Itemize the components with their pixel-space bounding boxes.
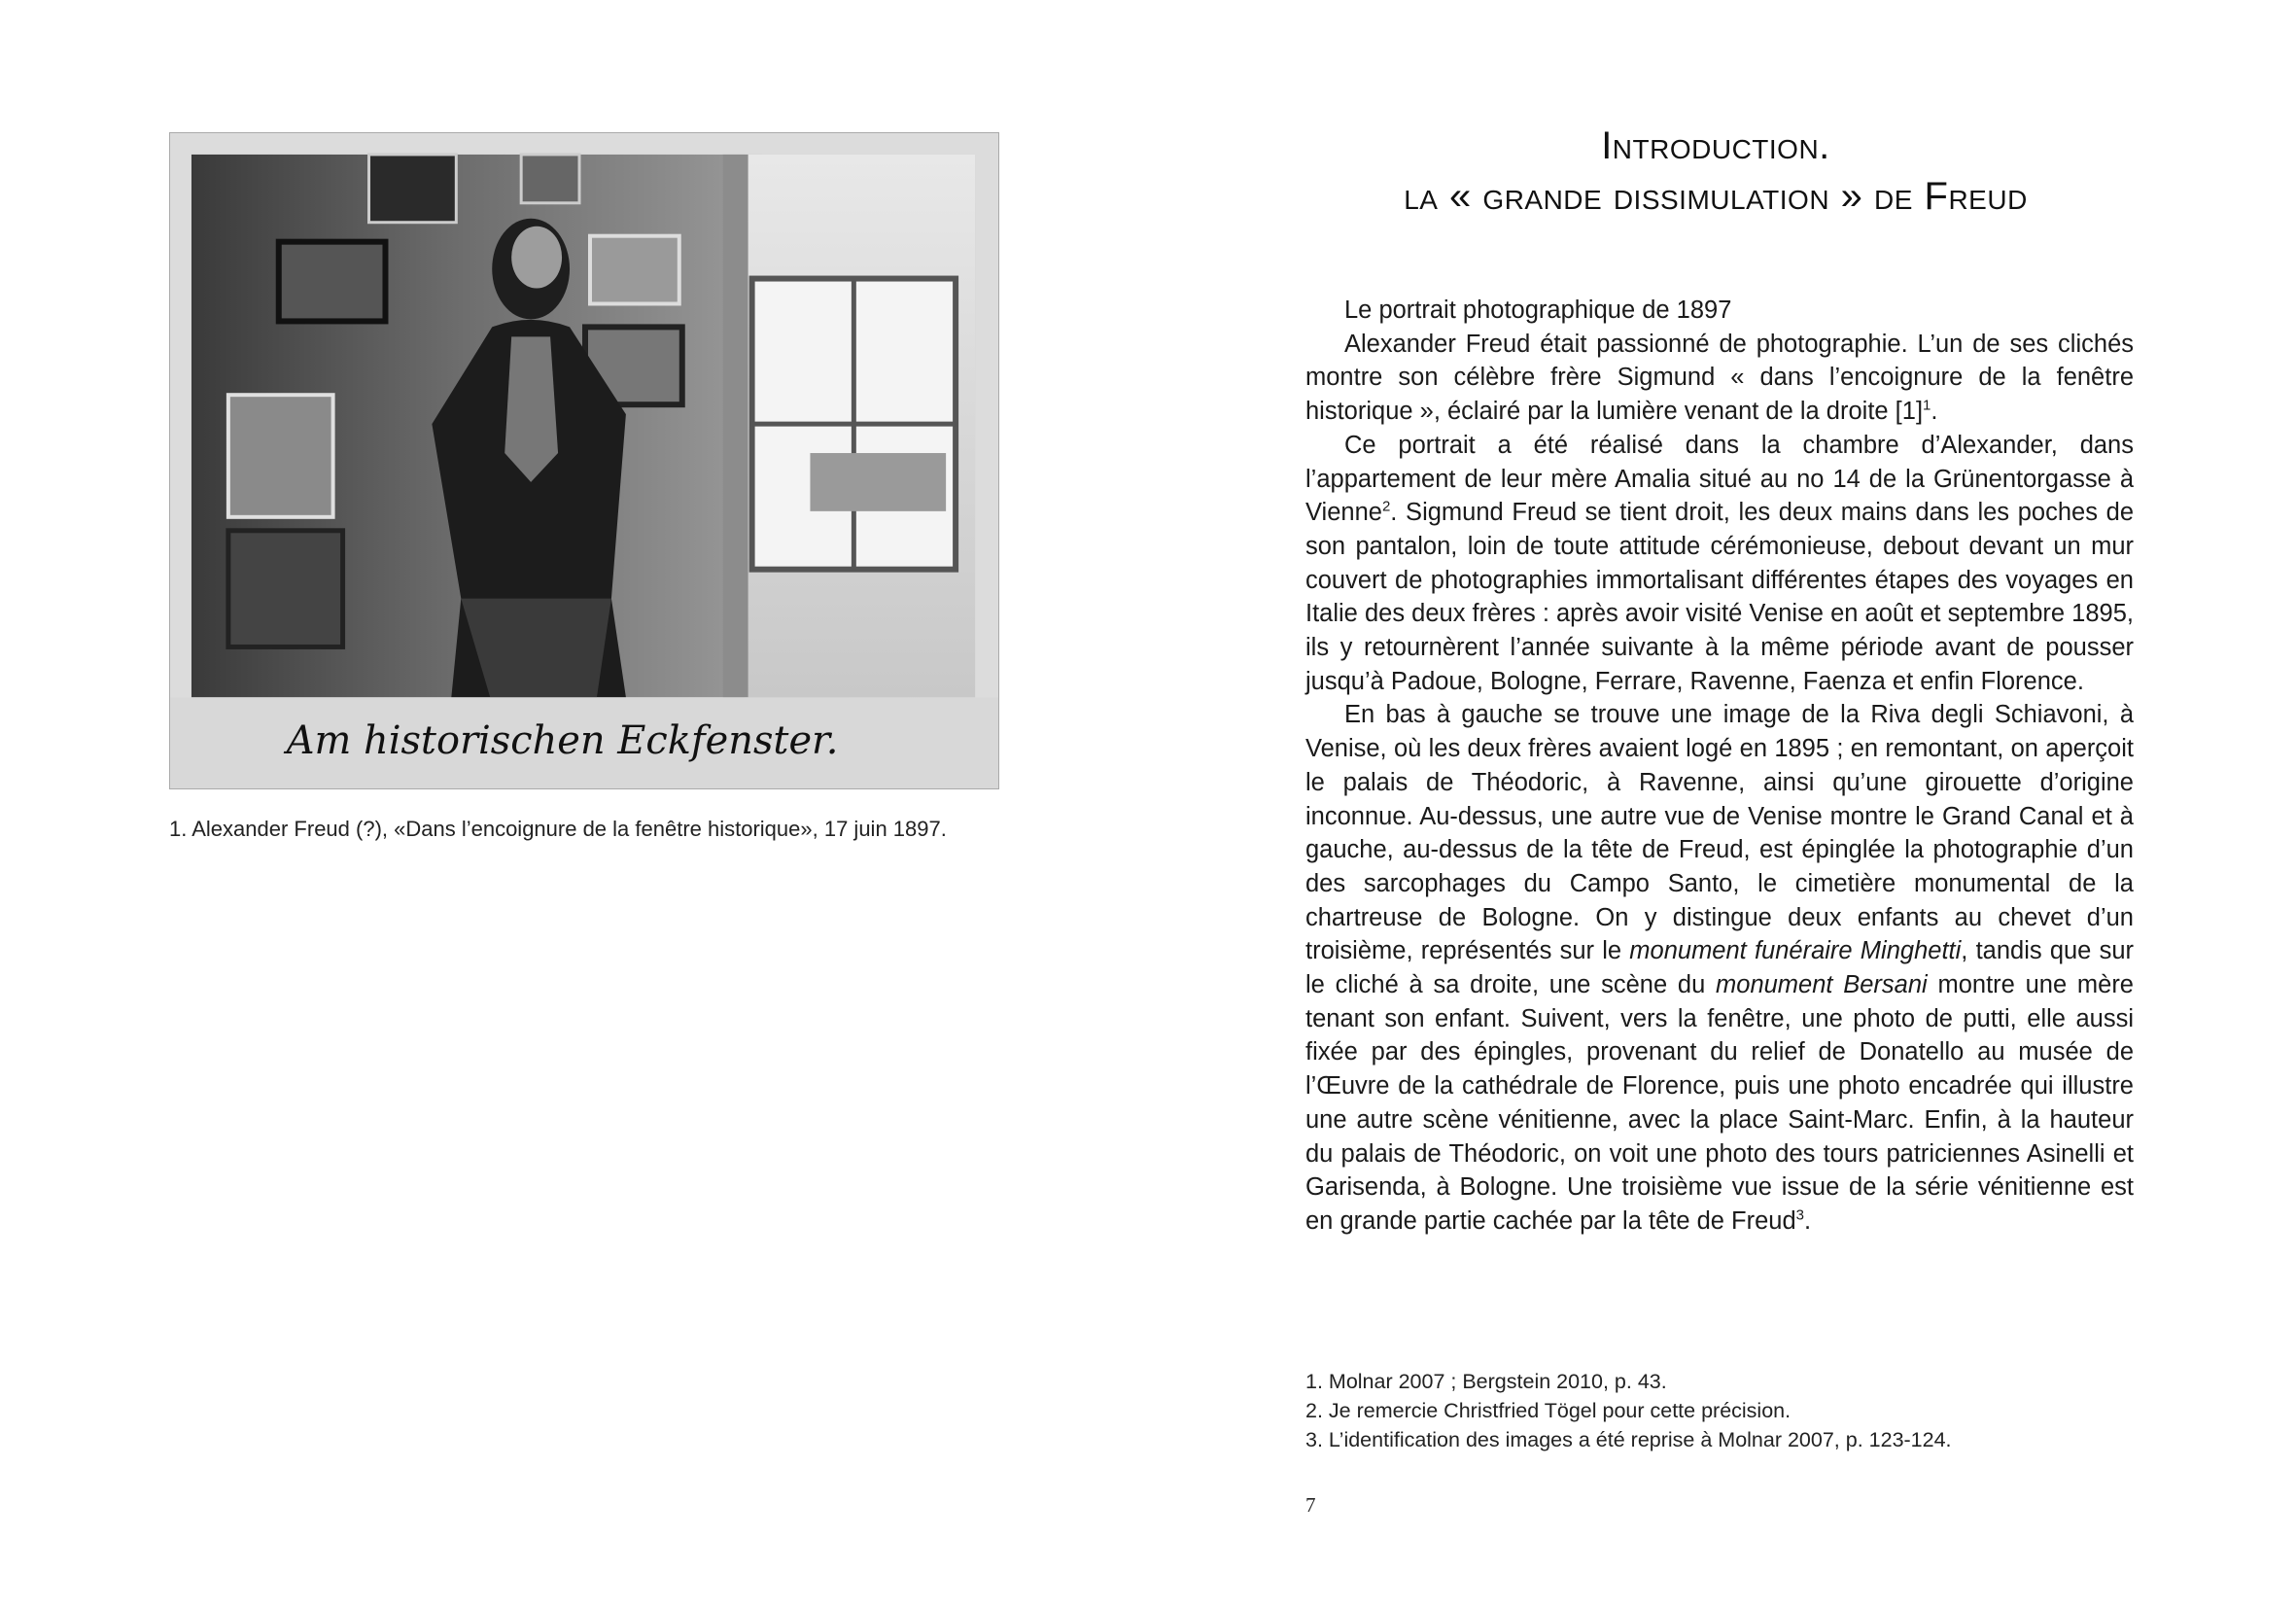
chapter-title-line2: la « grande dissimulation » de Freud bbox=[1404, 175, 2028, 218]
figure-caption: 1. Alexander Freud (?), «Dans l’encoignure de la fenêtre historique», 17 juin 1897. bbox=[169, 817, 947, 841]
photo-inscription: Am historischen Eckfenster. bbox=[286, 718, 839, 764]
historical-photograph bbox=[169, 132, 999, 789]
subheading: Le portrait photographique de 1897 bbox=[1344, 297, 1732, 324]
footnote-1: 1. Molnar 2007 ; Bergstein 2010, p. 43. bbox=[1305, 1370, 1667, 1393]
chapter-title bbox=[1264, 121, 2168, 222]
footnote-ref-1[interactable]: 1 bbox=[1923, 397, 1931, 414]
footnote-ref-3[interactable]: 3 bbox=[1795, 1206, 1805, 1224]
paragraph-2: Ce portrait a été réalisé dans la chambre d’Alexander, dans l’appartement de leur mère Amalia situé au no 14 de la Grünentorgasse à Vienne$^2$. Sigmund Freud se tient droit, les deux mains dans les poches de son pantalon, loin de toute attitude cérémonieuse, debout devant un mur couvert de photographies immortalisant différentes étapes des voyages en Italie des deux frères : après avoir visité Venise en août et septembre 1895, ils y retournèrent l’année suivante à la même période avant de pousser jusqu’à Padoue, Bologne, Ferrare, Ravenne, Faenza et enfin Florence. bbox=[1305, 431, 2134, 695]
footnotes bbox=[1305, 1367, 2134, 1454]
body-text bbox=[1305, 294, 2134, 1239]
paragraph-1: Alexander Freud était passionné de photographie. L’un de ses clichés montre son célèbre frère Sigmund « dans l’encoignure de la fenêtre historique », éclairé par la lumière venant de la droite $[1]^1$. bbox=[1305, 330, 2134, 426]
footnote-3: 3. L’identification des images a été reprise à Molnar 2007, p. 123-124. bbox=[1305, 1428, 1952, 1451]
chapter-title-line1: Introduction. bbox=[1601, 124, 1830, 167]
footnote-ref-2[interactable]: 2 bbox=[1381, 498, 1391, 515]
footnote-2: 2. Je remercie Christfried Tögel pour cette précision. bbox=[1305, 1399, 1792, 1422]
paragraph-3: En bas à gauche se trouve une image de la Riva degli Schiavoni, à Venise, où les deux frères avaient logé en 1895 ; en remontant, on aperçoit le palais de Théodoric, à Ravenne, ainsi qu’une girouette d’origine inconnue. Au-dessus, une autre vue de Venise montre le Grand Canal et à gauche, au-dessus de la tête de Freud, est épinglée la photographie d’un des sarcophages du Campo Santo, le cimetière monumental de la chartreuse de Bologne. On y distingue deux enfants au chevet d’un troisième, représentés sur le monument funéraire Minghetti, tandis que sur le cliché à sa droite, une scène du monument Bersani montre une mère tenant son enfant. Suivent, vers la fenêtre, une photo de putti, elle aussi fixée par des épingles, provenant du relief de Donatello au musée de l’Œuvre de la cathédrale de Florence, puis une photo encadrée qui illustre une autre scène vénitienne, avec la place Saint-Marc. Enfin, à la hauteur du palais de Théodoric, on voit une photo des tours patriciennes Asinelli et Garisenda, à Bologne. Une troisième vue issue de la série vénitienne est en grande partie cachée par la tête de Freud$^3$. bbox=[1305, 701, 2134, 1235]
page-number: 7 bbox=[1305, 1493, 1316, 1517]
